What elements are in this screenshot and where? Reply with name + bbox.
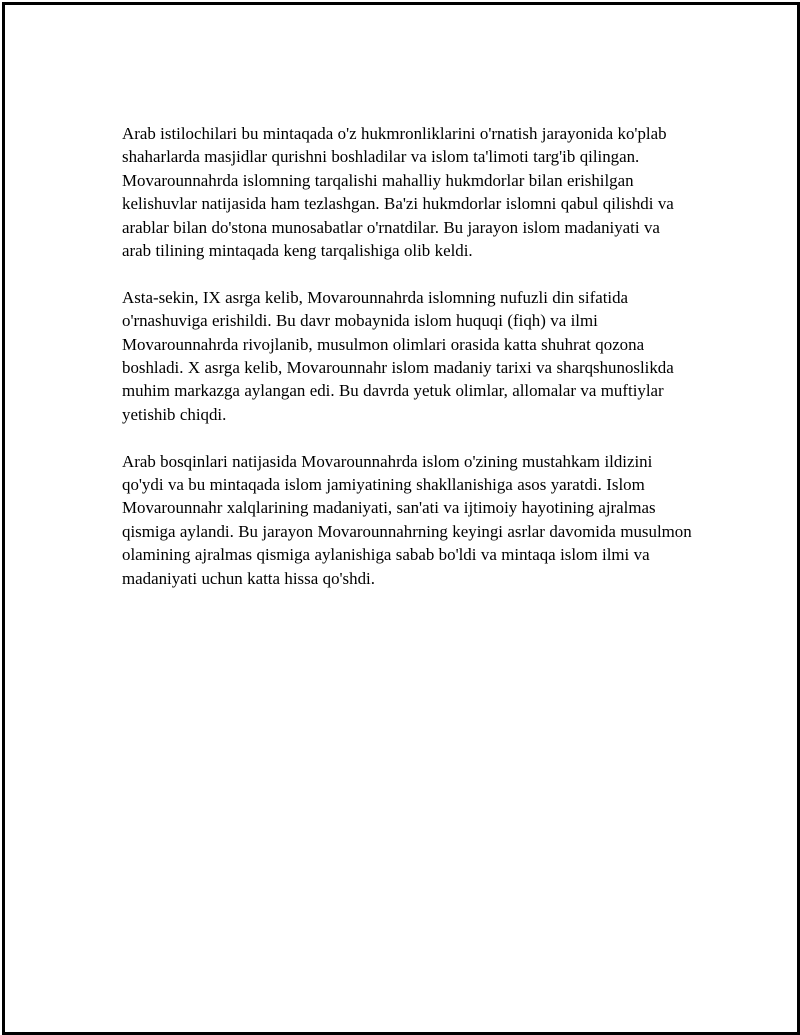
- paragraph-3: Arab bosqinlari natijasida Movarounnahrda islom o'zining mustahkam ildizini qo'ydi va bu mintaqada islom jamiyatining shakllanishiga asos yaratdi. Islom Movarounnahr xalqlarining madaniyati, san'ati va ijtimoiy hayotining ajralmas qismiga aylandi. Bu jarayon Movarounnahrning keyingi asrlar davomida musulmon olamining ajralmas qismiga aylanishiga sabab bo'ldi va mintaqa islom ilmi va madaniyati uchun katta hissa qo'shdi.: [122, 451, 692, 588]
- paragraph-1: Arab istilochilari bu mintaqada o'z hukmronliklarini o'rnatish jarayonida ko'plab shaharlarda masjidlar qurishni boshladilar va islom ta'limoti targ'ib qilingan. Movarounnahrda islomning tarqalishi mahalliy hukmdorlar bilan erishilgan kelishuvlar natijasida ham tezlashgan. Ba'zi hukmdorlar islomni qabul qilishdi va arablar bilan do'stona munosabatlar o'rnatdilar. Bu jarayon islom madaniyati va arab tilining mintaqada keng tarqalishiga olib keldi.: [122, 124, 674, 261]
- paragraph-2: Asta-sekin, IX asrga kelib, Movarounnahrda islomning nufuzli din sifatida o'rnashuviga erishildi. Bu davr mobaynida islom huquqi (fiqh) va ilmi Movarounnahrda rivojlanib, musulmon olimlari orasida katta shuhrat qozona boshladi. X asrga kelib, Movarounnahr islom madaniy tarixi va sharqshunoslikda muhim markazga aylangan edi. Bu davrda yetuk olimlar, allomalar va muftiylar yetishib chiqdi.: [122, 287, 674, 424]
- page-border: [2, 2, 800, 1035]
- document-body: [122, 122, 692, 613]
